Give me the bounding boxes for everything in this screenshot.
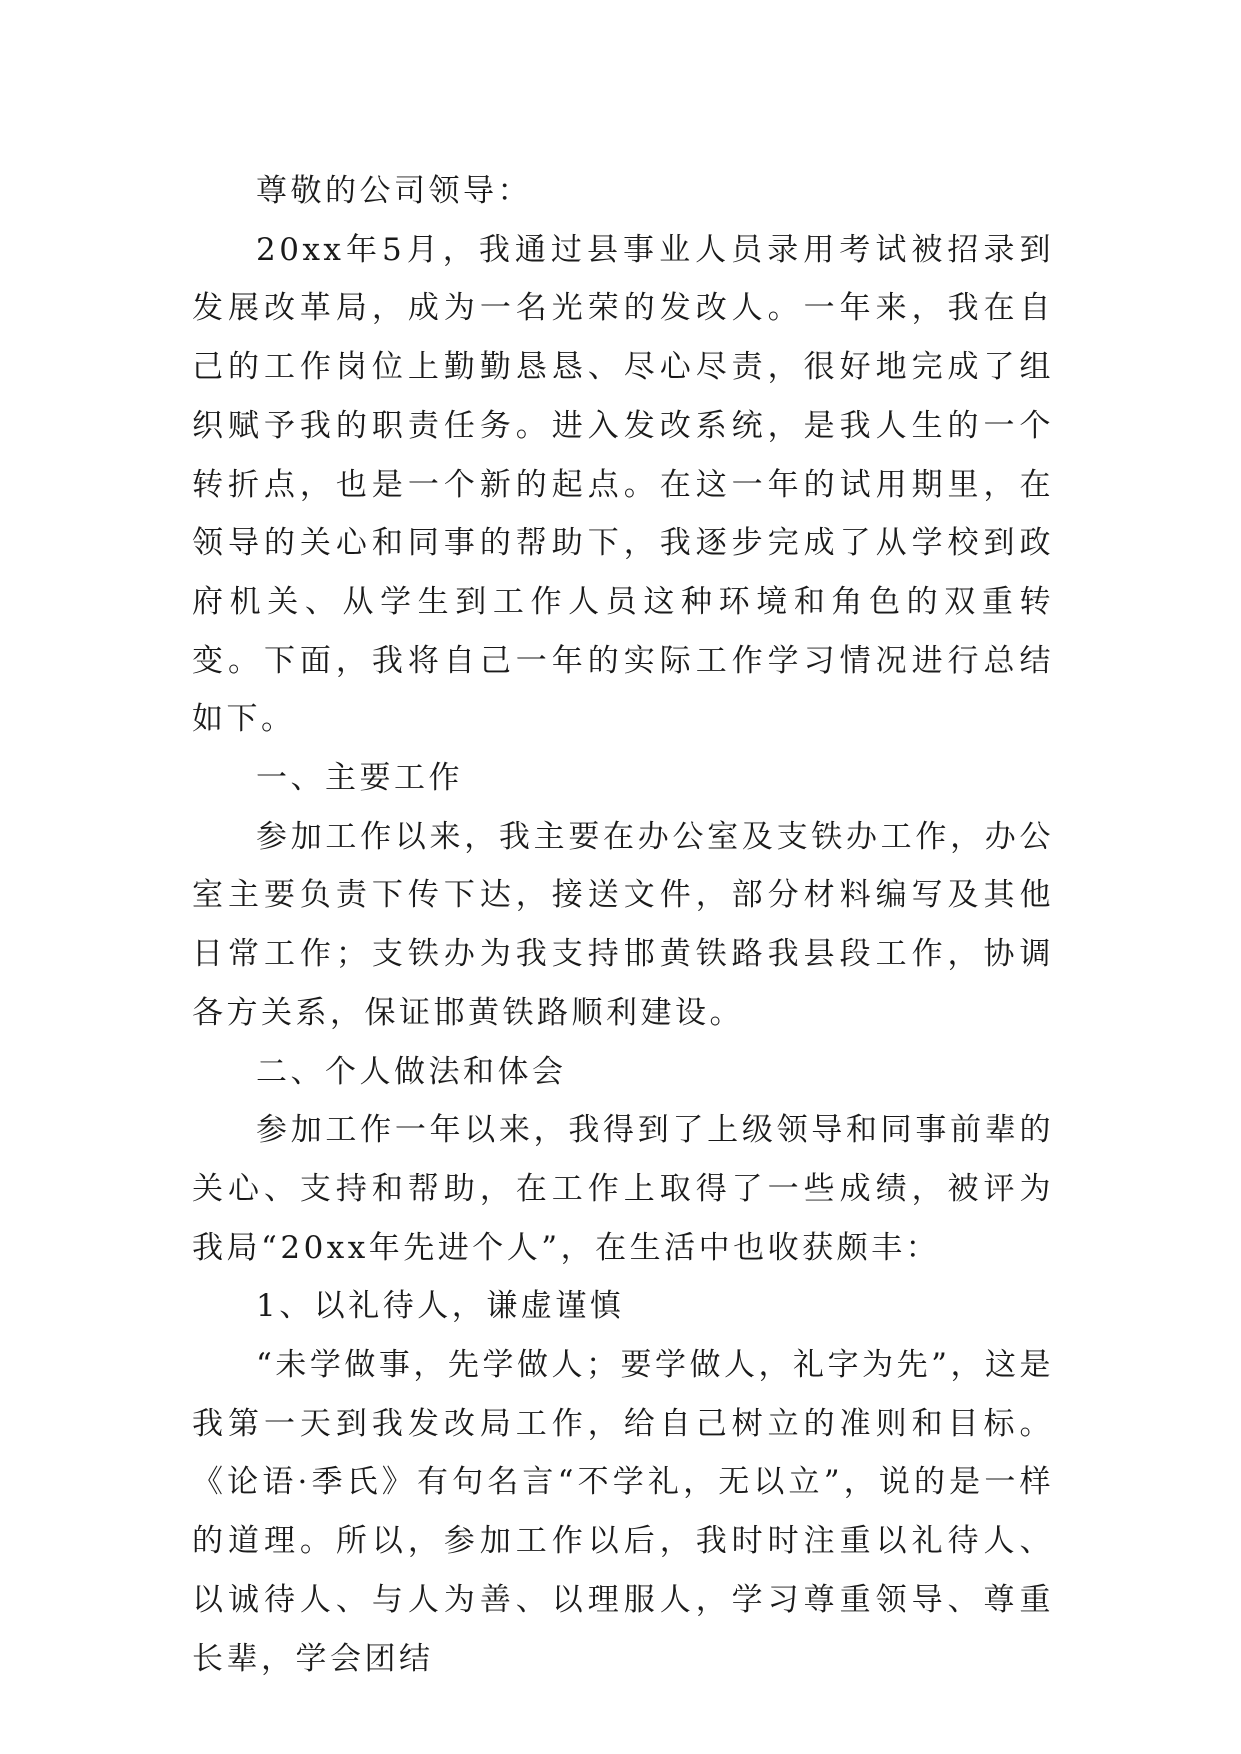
document-body [192, 162, 1054, 1688]
main-work-paragraph: 参加工作以来，我主要在办公室及支铁办工作，办公室主要负责下传下达，接送文件，部分材料编写及其他日常工作；支铁办为我支持邯黄铁路我县段工作，协调各方关系，保证邯黄铁路顺利建设。 [192, 818, 1054, 1031]
section-heading-personal: 二、个人做法和体会 [256, 1053, 567, 1090]
personal-paragraph: 参加工作一年以来，我得到了上级领导和同事前辈的关心、支持和帮助，在工作上取得了一些成绩，被评为我局“20xx年先进个人”，在生活中也收获颇丰： [192, 1112, 1054, 1266]
intro-paragraph: 20xx年5月，我通过县事业人员录用考试被招录到发展改革局，成为一名光荣的发改人。一年来，我在自己的工作岗位上勤勤恳恳、尽心尽责，很好地完成了组织赋予我的职责任务。进入发改系统，是我人生的一个转折点，也是一个新的起点。在这一年的试用期里，在领导的关心和同事的帮助下，我逐步完成了从学校到政府机关、从学生到工作人员这种环境和角色的双重转变。下面，我将自己一年的实际工作学习情况进行总结如下。 [192, 231, 1054, 738]
salutation: 尊敬的公司领导： [256, 173, 532, 209]
courtesy-paragraph: “未学做事，先学做人；要学做人，礼字为先”，这是我第一天到我发改局工作，给自己树立的准则和目标。《论语·季氏》有句名言“不学礼，无以立”，说的是一样的道理。所以，参加工作以后，我时时注重以礼待人、以诚待人、与人为善、以理服人，学习尊重领导、尊重长辈，学会团结 [192, 1347, 1054, 1677]
section-heading-main-work: 一、主要工作 [256, 760, 463, 797]
subsection-heading-courtesy: 1、以礼待人，谦虚谨慎 [256, 1288, 625, 1325]
